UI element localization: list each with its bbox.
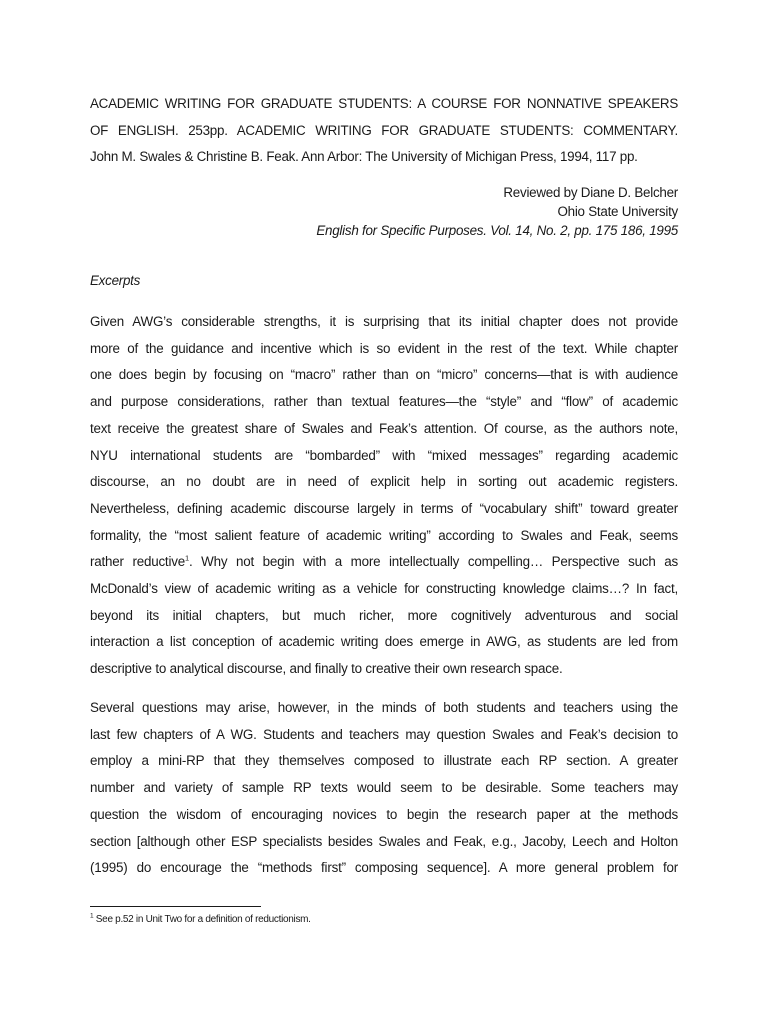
paragraph-line: Several questions may arise, however, in the minds of both students and teachers using the [90, 700, 678, 715]
footnote-marker: 1 [90, 912, 94, 920]
heading-line: OF ENGLISH. 253pp. ACADEMIC WRITING FOR GRADUATE STUDENTS: COMMENTARY. [90, 122, 678, 138]
paragraph-line: Nevertheless, defining academic discourse largely in terms of “vocabulary shift” toward greater [90, 500, 678, 516]
journal-citation: English for Specific Purposes. Vol. 14, No. 2, pp. 175 186, 1995 [316, 223, 678, 238]
paragraph-line-rest: . Why not begin with a more intellectually compelling… Perspective such as [188, 554, 678, 570]
paragraph-line: discourse, an no doubt are in need of explicit help in sorting out academic registers. [90, 474, 678, 490]
body-paragraph-2 [90, 695, 678, 882]
paragraph-line: text receive the greatest share of Swales and Feak’s attention. Of course, as the authors note, [90, 420, 678, 436]
paragraph-line: number and variety of sample RP texts would seem to be desirable. Some teachers may [90, 780, 678, 796]
paragraph-line: section [although other ESP specialists besides Swales and Feak, e.g., Jacoby, Leech and Holton [90, 833, 678, 849]
paragraph-line: one does begin by focusing on “macro” rather than on “micro” concerns—that is with audience [90, 367, 678, 383]
paragraph-line-start: rather reductive [90, 554, 185, 570]
paragraph-line: NYU international students are “bombarded” with “mixed messages” regarding academic [90, 447, 678, 463]
paragraph-line: descriptive to analytical discourse, and finally to creative their own research space. [90, 661, 563, 677]
footnote-reference[interactable]: 1 [184, 553, 189, 563]
paragraph-line: last few chapters of A WG. Students and teachers may question Swales and Feak’s decision to [90, 726, 678, 742]
section-title: Excerpts [90, 273, 141, 288]
book-citation-heading [90, 91, 678, 171]
footnote-text: See p.52 in Unit Two for a definition of reductionism. [93, 914, 311, 925]
footnote [90, 914, 311, 925]
paragraph-line: Given AWG’s considerable strengths, it is surprising that its initial chapter does not provide [90, 314, 678, 329]
paragraph-line: and purpose considerations, rather than textual features—the “style” and “flow” of academic [90, 394, 678, 410]
paragraph-line: beyond its initial chapters, but much richer, more cognitively adventurous and social [90, 607, 678, 623]
paragraph-line: (1995) do encourage the “methods first” composing sequence]. A more general problem for [90, 860, 678, 876]
heading-line: ACADEMIC WRITING FOR GRADUATE STUDENTS: A COURSE FOR NONNATIVE SPEAKERS [90, 96, 678, 111]
paragraph-line: McDonald’s view of academic writing as a vehicle for constructing knowledge claims…? In fact, [90, 581, 678, 597]
document-page [90, 0, 678, 1024]
body-paragraph-1 [90, 309, 678, 683]
reviewer-affiliation: Ohio State University [557, 204, 678, 219]
footnote-divider [90, 906, 261, 907]
paragraph-line: interaction a list conception of academic writing does emerge in AWG, as students are led from [90, 634, 678, 650]
reviewer-block [90, 183, 678, 240]
paragraph-line: more of the guidance and incentive which is so evident in the rest of the text. While chapter [90, 340, 678, 356]
paragraph-line: formality, the “most salient feature of academic writing” according to Swales and Feak, seems [90, 527, 678, 543]
paragraph-line-with-footnote [90, 549, 678, 576]
heading-line: John M. Swales & Christine B. Feak. Ann Arbor: The University of Michigan Press, 1994, 117 pp. [90, 149, 638, 164]
paragraph-line: question the wisdom of encouraging novices to begin the research paper at the methods [90, 806, 678, 822]
paragraph-line: employ a mini-RP that they themselves composed to illustrate each RP section. A greater [90, 753, 678, 769]
reviewer-name: Reviewed by Diane D. Belcher [503, 185, 678, 200]
